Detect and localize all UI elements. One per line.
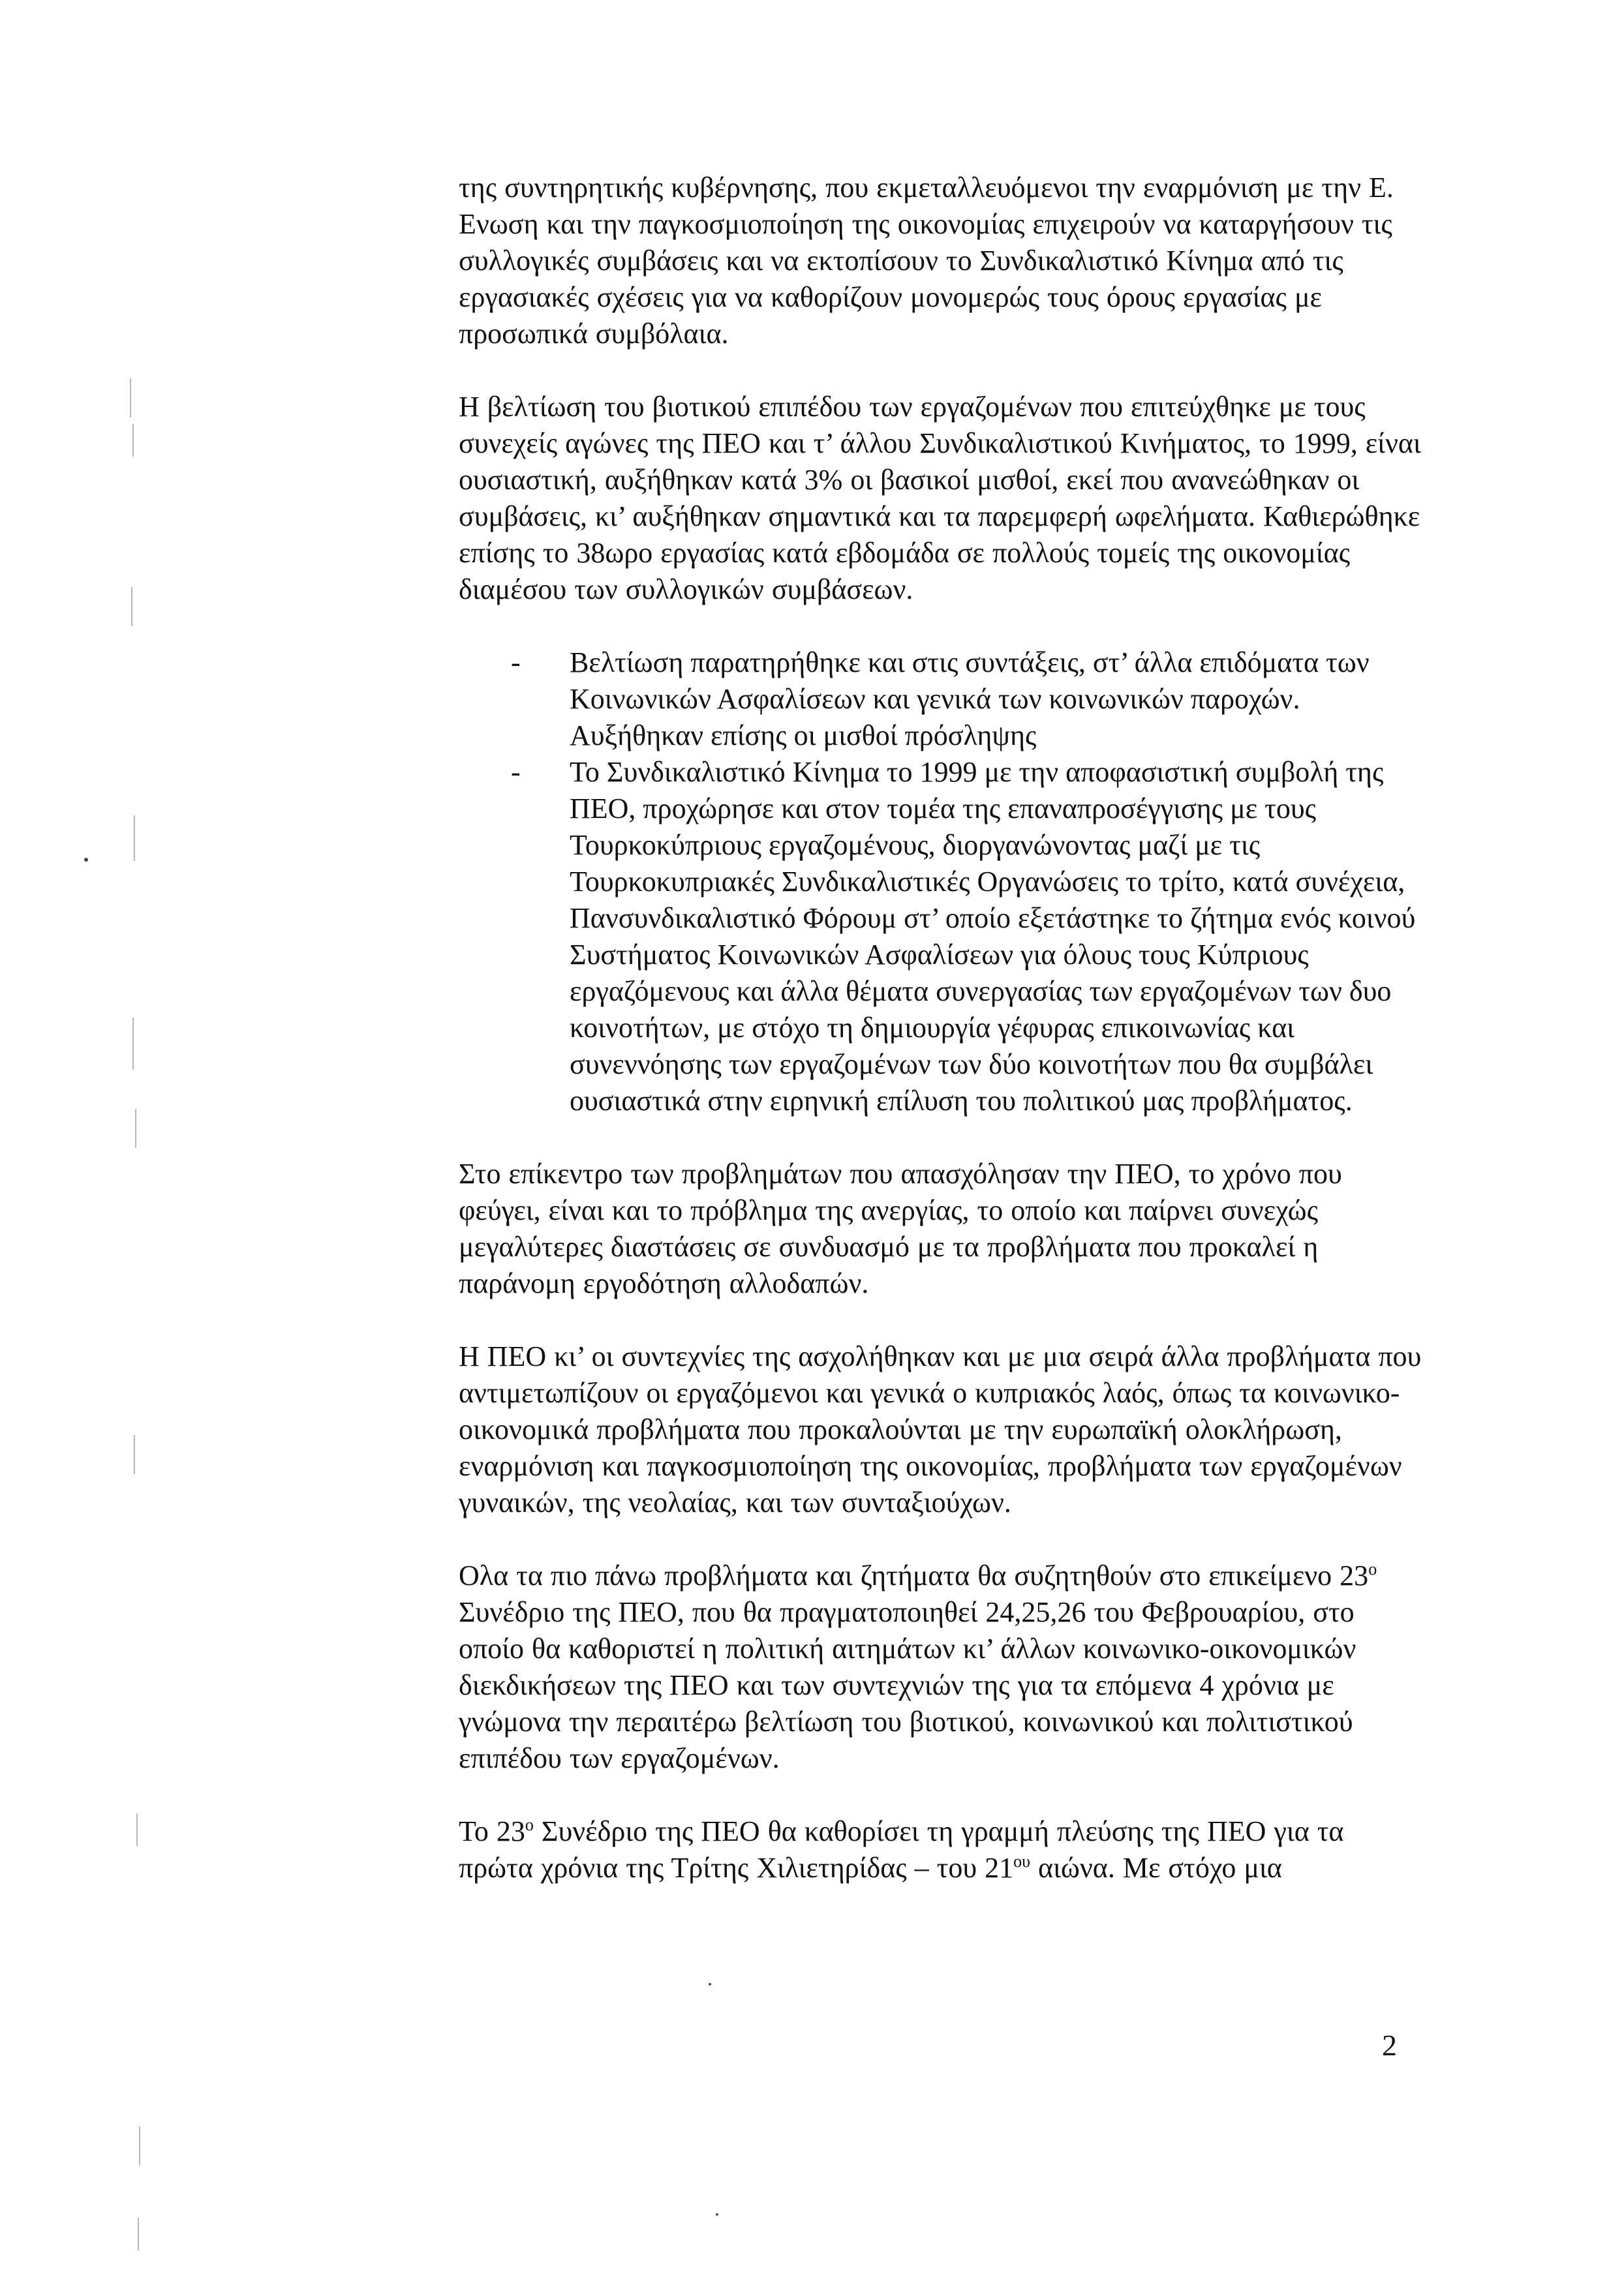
list-item	[459, 644, 1424, 754]
paragraph-unemployment: Στο επίκεντρο των προβλημάτων που απασχόλησαν την ΠΕΟ, το χρόνο που φεύγει, είναι και το πρόβλημα της ανεργίας, το οποίο και παίρνει συνεχώς μεγαλύτερες διαστάσεις σε συνδυασμό με τα προβλήματα που προκαλεί η παράνομη εργοδότηση αλλοδαπών.	[459, 1158, 1342, 1299]
paragraph-government-policy: της συντηρητικής κυβέρνησης, που εκμεταλλευόμενοι την εναρμόνιση με την Ε. Ενωση και την παγκοσμιοποίηση της οικονομίας επιχειρούν να καταργήσουν τις συλλογικές συμβάσεις και να εκτοπίσουν το Συνδικαλιστικό Κίνημα από τις εργασιακές σχέσεις για να καθορίζουν μονομερώς τους όρους εργασίας με προσωπικά συμβόλαια.	[459, 172, 1394, 350]
scan-speck	[84, 858, 88, 862]
text-run: Το 23	[459, 1815, 525, 1847]
bullet-text: Βελτίωση παρατηρήθηκε και στις συντάξεις, στ’ άλλα επιδόματα των Κοινωνικών Ασφαλίσεων και γενικά των κοινωνικών παροχών. Αυξήθηκαν επίσης οι μισθοί πρόσληψης	[570, 646, 1370, 751]
text-run: Συνέδριο της ΠΕΟ, που θα πραγματοποιηθεί 24,25,26 του Φεβρουαρίου, στο οποίο θα καθοριστεί η πολιτική αιτημάτων κι’ άλλων κοινωνικο-οικονομικών διεκδικήσεων της ΠΕΟ και των συντεχνιών της για τα επόμενα 4 χρόνια με γνώμονα την περαιτέρω βελτίωση του βιοτικού, κοινωνικού και πολιτιστικού επιπέδου των εργαζομένων.	[459, 1596, 1356, 1774]
ordinal-superscript: ο	[1368, 1560, 1377, 1578]
scan-speck	[716, 2213, 718, 2216]
page-number: 2	[1382, 2029, 1397, 2062]
paragraph-other-problems: Η ΠΕΟ κι’ οι συντεχνίες της ασχολήθηκαν και με μια σειρά άλλα προβλήματα που αντιμετωπίζουν οι εργαζόμενοι και γενικά ο κυπριακός λαός, όπως τα κοινωνικο-οικονομικά προβλήματα που προκαλούνται με την ευρωπαϊκή ολοκλήρωση, εναρμόνιση και παγκοσμιοποίηση της οικονομίας, προβλήματα των εργαζομένων γυναικών, της νεολαίας, και των συνταξιούχων.	[459, 1340, 1422, 1518]
scan-speck	[709, 1983, 711, 1986]
ordinal-superscript: ο	[525, 1815, 534, 1834]
bullet-dash: -	[511, 646, 521, 678]
body-text	[459, 170, 1424, 1923]
text-run: Συνέδριο της ΠΕΟ θα καθορίσει τη γραμμή πλεύσης της ΠΕΟ για τα πρώτα χρόνια της Τρίτης Χιλιετηρίδας – του 21	[459, 1815, 1344, 1884]
bullet-dash: -	[511, 756, 521, 788]
ordinal-superscript: ου	[1013, 1852, 1031, 1871]
paragraph-congress-direction	[459, 1813, 1424, 1886]
text-run: αιώνα. Με στόχο μια	[1030, 1852, 1282, 1884]
list-item	[459, 754, 1424, 1119]
paragraph-congress-agenda	[459, 1558, 1424, 1777]
bullet-text: Το Συνδικαλιστικό Κίνημα το 1999 με την αποφασιστική συμβολή της ΠΕΟ, προχώρησε και στον τομέα της επαναπροσέγγισης με τους Τουρκοκύπριους εργαζομένους, διοργανώνοντας μαζί με τις Τουρκοκυπριακές Συνδικαλιστικές Οργανώσεις το τρίτο, κατά συνέχεια, Πανσυνδικαλιστικό Φόρουμ στ’ οποίο εξετάστηκε το ζήτημα ενός κοινού Συστήματος Κοινωνικών Ασφαλίσεων για όλους τους Κύπριους εργαζόμενους και άλλα θέματα συνεργασίας των εργαζομένων των δυο κοινοτήτων, με στόχο τη δημιουργία γέφυρας επικοινωνίας και συνεννόησης των εργαζομένων των δύο κοινοτήτων που θα συμβάλει ουσιαστικά στην ειρηνική επίλυση του πολιτικού μας προβλήματος.	[570, 756, 1416, 1117]
bullet-list	[459, 644, 1424, 1119]
text-run: Ολα τα πιο πάνω προβλήματα και ζητήματα θα συζητηθούν στο επικείμενο 23	[459, 1560, 1369, 1592]
paragraph-living-standards: Η βελτίωση του βιοτικού επιπέδου των εργαζομένων που επιτεύχθηκε με τους συνεχείς αγώνες της ΠΕΟ και τ’ άλλου Συνδικαλιστικού Κινήματος, το 1999, είναι ουσιαστική, αυξήθηκαν κατά 3% οι βασικοί μισθοί, εκεί που ανανεώθηκαν οι συμβάσεις, κι’ αυξήθηκαν σημαντικά και τα παρεμφερή ωφελήματα. Καθιερώθηκε επίσης το 38ωρο εργασίας κατά εβδομάδα σε πολλούς τομείς της οικονομίας διαμέσου των συλλογικών συμβάσεων.	[459, 391, 1421, 605]
